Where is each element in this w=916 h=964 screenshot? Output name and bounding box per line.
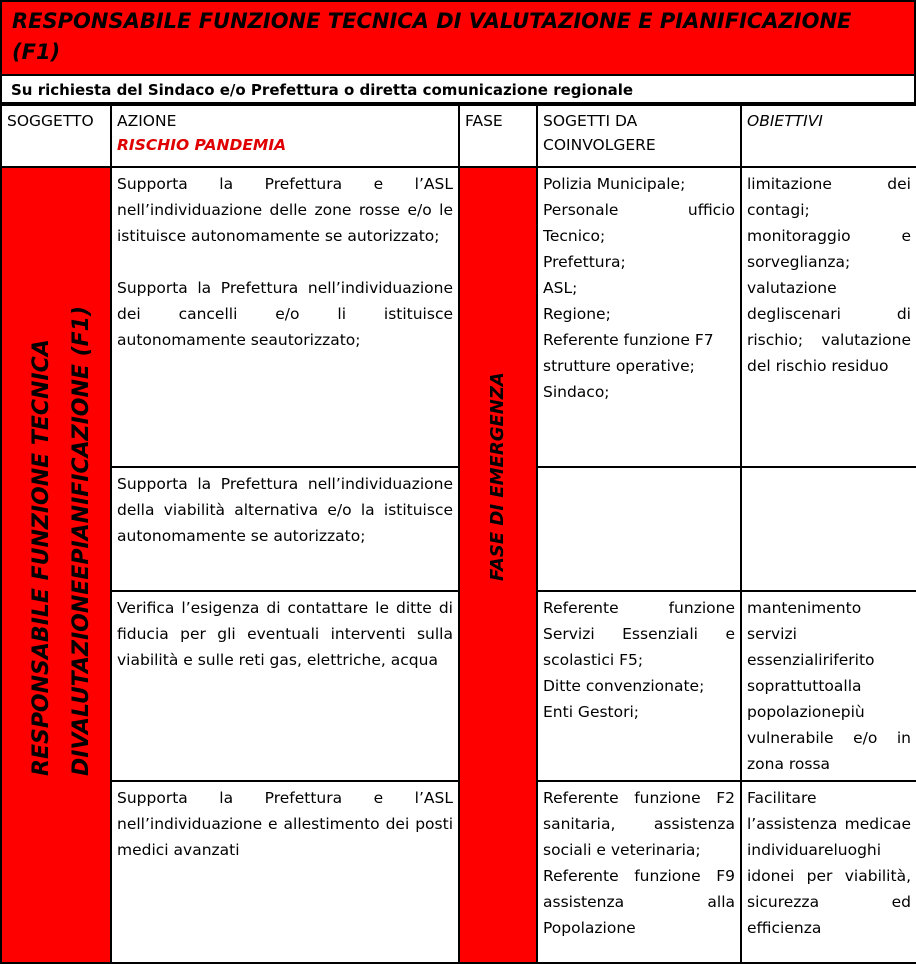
list-item: Referente funzione F7 strutture operative; xyxy=(543,331,714,375)
action-cell xyxy=(111,591,459,781)
subjects-cell xyxy=(537,167,741,467)
header-rischio-label: RISCHIO PANDEMIA xyxy=(117,136,287,154)
header-fase: FASE xyxy=(459,105,537,167)
procedure-table xyxy=(0,104,916,964)
list-item: Prefettura; xyxy=(543,253,626,271)
action-text: Supporta la Prefettura e l’ASL nell’individuazione delle zone rosse e/o le istituisce autonomamente se autorizzato; xyxy=(117,175,453,245)
subjects-cell xyxy=(537,781,741,963)
action-cell xyxy=(111,781,459,963)
phase-label: FASE DI EMERGENZA xyxy=(487,372,508,581)
header-azione-label: AZIONE xyxy=(117,112,177,130)
list-item: ASL; xyxy=(543,279,578,297)
document-subtitle: Su richiesta del Sindaco e/o Prefettura o diretta comunicazione regionale xyxy=(0,76,916,104)
phase-cell xyxy=(459,167,537,963)
subject-cell xyxy=(1,167,111,963)
action-text: Supporta la Prefettura nell’individuazione della viabilità alternativa e/o la istituisce autonomamente se autorizzato; xyxy=(117,475,453,545)
list-item: Ditte convenzionate; xyxy=(543,677,705,695)
document-title: RESPONSABILE FUNZIONE TECNICA DI VALUTAZIONE E PIANIFICAZIONE (F1) xyxy=(0,0,916,76)
objectives-cell xyxy=(741,467,916,591)
table-row xyxy=(1,167,916,467)
list-item: Polizia Municipale; xyxy=(543,175,686,193)
subjects-cell xyxy=(537,467,741,591)
objectives-text: mantenimento servizi essenzialiriferito soprattuttoalla popolazionepiù vulnerabile e/o in zona rossa xyxy=(747,599,911,773)
list-item: Personale ufficio Tecnico; xyxy=(543,201,735,245)
header-soggetti: SOGETTI DA COINVOLGERE xyxy=(537,105,741,167)
action-text: Supporta la Prefettura e l’ASL nell’individuazione e allestimento dei posti medici avanzati xyxy=(117,789,453,859)
objectives-text: Facilitare l’assistenza medicae individuareluoghi idonei per viabilità, sicurezza ed efficienza xyxy=(747,789,911,937)
objectives-cell xyxy=(741,591,916,781)
subject-line-1: RESPONSABILE FUNZIONE TECNICA xyxy=(29,339,54,776)
table-header-row xyxy=(1,105,916,167)
header-obiettivi: OBIETTIVI xyxy=(741,105,916,167)
list-item: Enti Gestori; xyxy=(543,703,640,721)
header-azione xyxy=(111,105,459,167)
list-item: Referente funzione F9 assistenza alla Popolazione xyxy=(543,867,735,937)
list-item: Referente funzione Servizi Essenziali e scolastici F5; xyxy=(543,599,735,669)
action-text: Verifica l’esigenza di contattare le ditte di fiducia per gli eventuali interventi sulla viabilità e sulle reti gas, elettriche, acqua xyxy=(117,599,453,669)
action-cell xyxy=(111,467,459,591)
subject-line-2: DIVALUTAZIONEEPIANIFICAZIONE (F1) xyxy=(69,305,94,776)
list-item: Referente funzione F2 sanitaria, assistenza sociali e veterinaria; xyxy=(543,789,735,859)
action-cell xyxy=(111,167,459,467)
subjects-cell xyxy=(537,591,741,781)
objectives-text: limitazione dei contagi; monitoraggio e sorveglianza; valutazione degliscenari di rischio; valutazione del rischio residuo xyxy=(747,175,911,375)
list-item: Sindaco; xyxy=(543,383,610,401)
header-soggetto: SOGGETTO xyxy=(1,105,111,167)
list-item: Regione; xyxy=(543,305,611,323)
objectives-cell xyxy=(741,167,916,467)
action-text: Supporta la Prefettura nell’individuazione dei cancelli e/o li istituisce autonomamente seautorizzato; xyxy=(117,279,453,349)
objectives-cell xyxy=(741,781,916,963)
